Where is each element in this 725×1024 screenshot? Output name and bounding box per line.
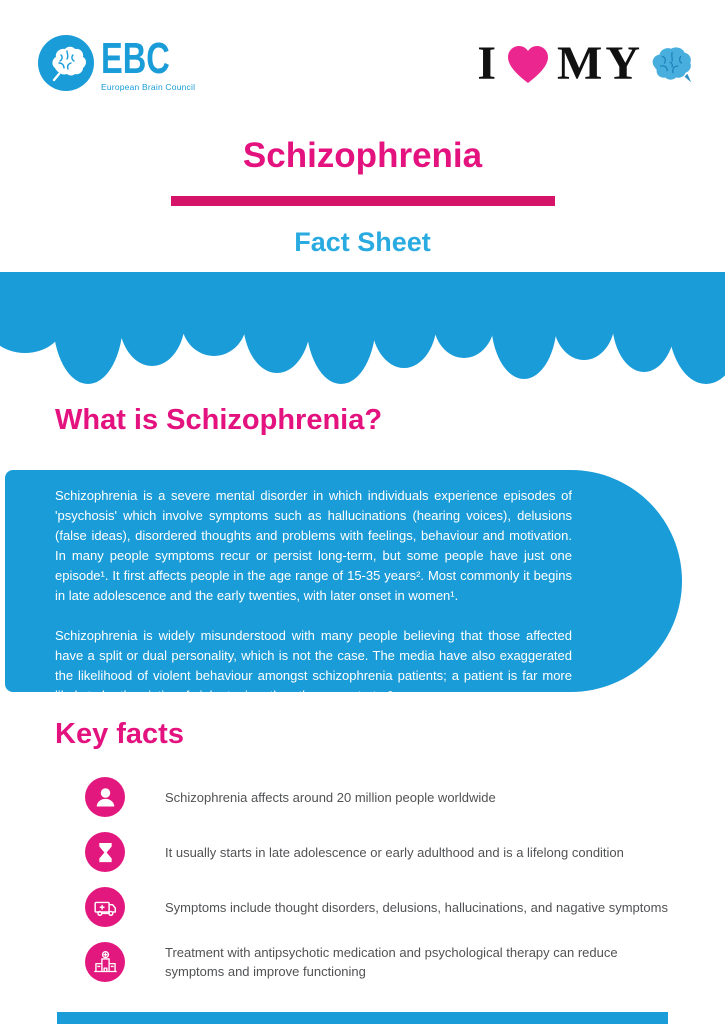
intro-paragraph: Schizophrenia is a severe mental disorder in which individuals experience episodes of 'psychosis' which involve symptoms such as hallucinations (hearing voices), delusions (false ideas), disordered thoughts and problems with feelings, behaviour and motivation. In many people symptoms recur or persist long-term, but some people have just one episode¹. It first affects people in the age range of 15-35 years². Most commonly it begins in late adolescence and the early twenties, with later onset in women¹. bbox=[55, 488, 572, 603]
love-logo-letter-i: I bbox=[477, 37, 500, 90]
key-facts-list bbox=[85, 777, 675, 997]
fact-text: It usually starts in late adolescence or early adulthood and is a lifelong condition bbox=[165, 844, 624, 860]
brain-icon bbox=[38, 35, 94, 91]
fact-text: Treatment with antipsychotic medication and psychological therapy can reduce symptoms and improve functioning bbox=[165, 945, 618, 979]
title-divider bbox=[171, 196, 555, 206]
page-subtitle: Fact Sheet bbox=[294, 227, 431, 257]
fact-row bbox=[85, 942, 675, 982]
intro-paragraph: Schizophrenia is widely misunderstood with many people believing that those affected have a split or dual personality, which is not the case. The media have also exaggerated the likelihood of violent behaviour amongst schizophrenia patients; a patient is far more likely to be the victim of violent crime than the perpertrator³. bbox=[55, 628, 572, 703]
hospital-icon bbox=[85, 942, 125, 982]
footer-bar bbox=[57, 1012, 668, 1024]
intro-box bbox=[5, 470, 682, 703]
brain-icon bbox=[649, 43, 697, 85]
person-icon bbox=[85, 777, 125, 817]
ambulance-icon bbox=[85, 887, 125, 927]
love-logo-letter-my: MY bbox=[557, 37, 643, 90]
ebc-logo-text bbox=[101, 35, 195, 92]
fact-row bbox=[85, 777, 675, 817]
fact-text: Symptoms include thought disorders, delusions, hallucinations, and nagative symptoms bbox=[165, 899, 668, 915]
fact-row bbox=[85, 832, 675, 872]
fact-text: Schizophrenia affects around 20 million people worldwide bbox=[165, 789, 496, 805]
ebc-logo bbox=[38, 35, 195, 92]
wave-band bbox=[0, 272, 725, 387]
ebc-name: European Brain Council bbox=[101, 82, 196, 92]
page-title: Schizophrenia bbox=[242, 136, 483, 175]
heart-icon bbox=[505, 43, 551, 85]
i-love-my-brain-logo bbox=[477, 37, 697, 90]
section-heading-keyfacts: Key facts bbox=[55, 718, 184, 750]
section-heading-what: What is Schizophrenia? bbox=[55, 404, 383, 436]
fact-row bbox=[85, 887, 675, 927]
hourglass-icon bbox=[85, 832, 125, 872]
ebc-acronym: EBC bbox=[101, 33, 170, 83]
